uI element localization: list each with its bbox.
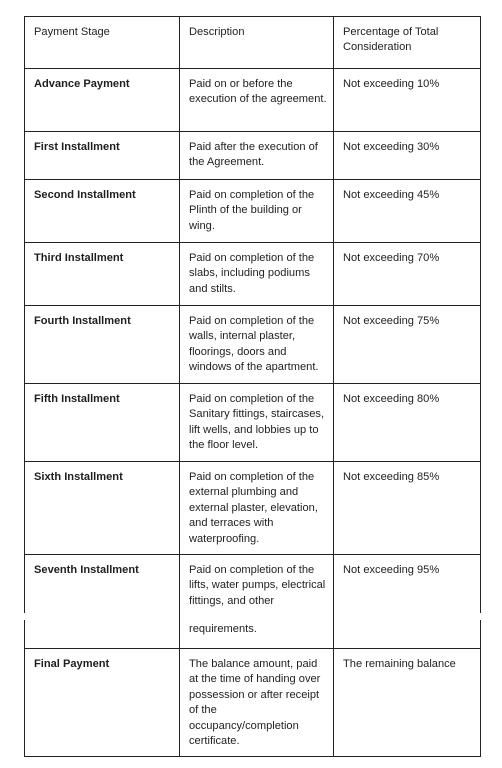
description-text-continued: requirements. [189, 623, 257, 635]
description-text: Paid on or before the execution of the agreement. [189, 78, 327, 106]
table-header-row [24, 16, 481, 68]
stage-cell [24, 68, 180, 131]
description-text: The balance amount, paid at the time of handing over possession or after receipt of the occupancy/completion certificate. [189, 658, 321, 748]
table-row [24, 68, 481, 131]
table-row [24, 242, 481, 305]
description-text: Paid on completion of the external plumbing and external plaster, elevation, and terraces with waterproofing. [189, 471, 318, 545]
description-text: Paid after the execution of the Agreement. [189, 141, 318, 169]
stage-label: Advance Payment [34, 78, 130, 90]
description-cell [179, 68, 334, 131]
stage-cell [24, 554, 180, 613]
row-divider [24, 179, 481, 180]
description-text: Paid on completion of the Plinth of the building or wing. [189, 189, 315, 232]
row-divider [24, 305, 481, 306]
stage-label: Fourth Installment [34, 315, 131, 327]
stage-cell [24, 383, 180, 461]
table-row [24, 648, 481, 756]
row-divider [24, 68, 481, 69]
table-row [24, 461, 481, 554]
header-cell-stage [24, 16, 180, 68]
header-cell-percentage [333, 16, 481, 68]
percentage-cell [333, 305, 481, 383]
percentage-cell [333, 242, 481, 305]
percentage-text: The remaining balance [343, 658, 456, 670]
percentage-cell [333, 461, 481, 554]
percentage-text: Not exceeding 95% [343, 564, 440, 576]
percentage-text: Not exceeding 85% [343, 471, 440, 483]
percentage-text: Not exceeding 80% [343, 393, 440, 405]
stage-cell [24, 648, 180, 756]
row-divider [24, 131, 481, 132]
description-cell [179, 179, 334, 242]
table-row-continued [24, 620, 481, 648]
percentage-cell [333, 554, 481, 613]
stage-cell-continued [24, 620, 180, 648]
percentage-text: Not exceeding 45% [343, 189, 440, 201]
description-cell-continued [179, 620, 334, 648]
header-percentage: Percentage of Total Consideration [343, 26, 439, 54]
description-text: Paid on completion of the Sanitary fittings, staircases, lift wells, and lobbies up to the floor level. [189, 393, 325, 452]
table-row [24, 383, 481, 461]
table-row [24, 179, 481, 242]
percentage-text: Not exceeding 10% [343, 78, 440, 90]
row-divider [24, 648, 481, 649]
stage-cell [24, 131, 180, 179]
page-break-gap [24, 613, 481, 620]
description-cell [179, 461, 334, 554]
description-text: Paid on completion of the lifts, water pumps, electrical fittings, and other [189, 564, 326, 607]
percentage-text: Not exceeding 30% [343, 141, 440, 153]
stage-cell [24, 461, 180, 554]
row-divider [24, 554, 481, 555]
percentage-cell [333, 131, 481, 179]
stage-cell [24, 179, 180, 242]
description-cell [179, 242, 334, 305]
description-cell [179, 383, 334, 461]
stage-cell [24, 242, 180, 305]
percentage-text: Not exceeding 70% [343, 252, 440, 264]
percentage-cell [333, 383, 481, 461]
row-divider [24, 242, 481, 243]
description-cell [179, 554, 334, 613]
table-row [24, 305, 481, 383]
percentage-text: Not exceeding 75% [343, 315, 440, 327]
header-stage: Payment Stage [34, 26, 110, 38]
row-divider [24, 383, 481, 384]
description-cell [179, 131, 334, 179]
stage-label: Sixth Installment [34, 471, 123, 483]
row-divider [24, 756, 481, 757]
percentage-cell-continued [333, 620, 481, 648]
stage-label: Fifth Installment [34, 393, 120, 405]
stage-label: Seventh Installment [34, 564, 139, 576]
description-cell [179, 305, 334, 383]
stage-label: First Installment [34, 141, 120, 153]
header-cell-description [179, 16, 334, 68]
description-text: Paid on completion of the slabs, including podiums and stilts. [189, 252, 315, 295]
percentage-cell [333, 179, 481, 242]
description-cell [179, 648, 334, 756]
stage-label: Final Payment [34, 658, 110, 670]
row-divider [24, 461, 481, 462]
description-text: Paid on completion of the walls, internal plaster, floorings, doors and windows of the apartment. [189, 315, 319, 374]
table-row [24, 554, 481, 613]
stage-label: Second Installment [34, 189, 136, 201]
stage-label: Third Installment [34, 252, 124, 264]
header-description: Description [189, 26, 245, 38]
stage-cell [24, 305, 180, 383]
percentage-cell [333, 648, 481, 756]
table-row [24, 131, 481, 179]
row-divider [24, 16, 481, 17]
percentage-cell [333, 68, 481, 131]
